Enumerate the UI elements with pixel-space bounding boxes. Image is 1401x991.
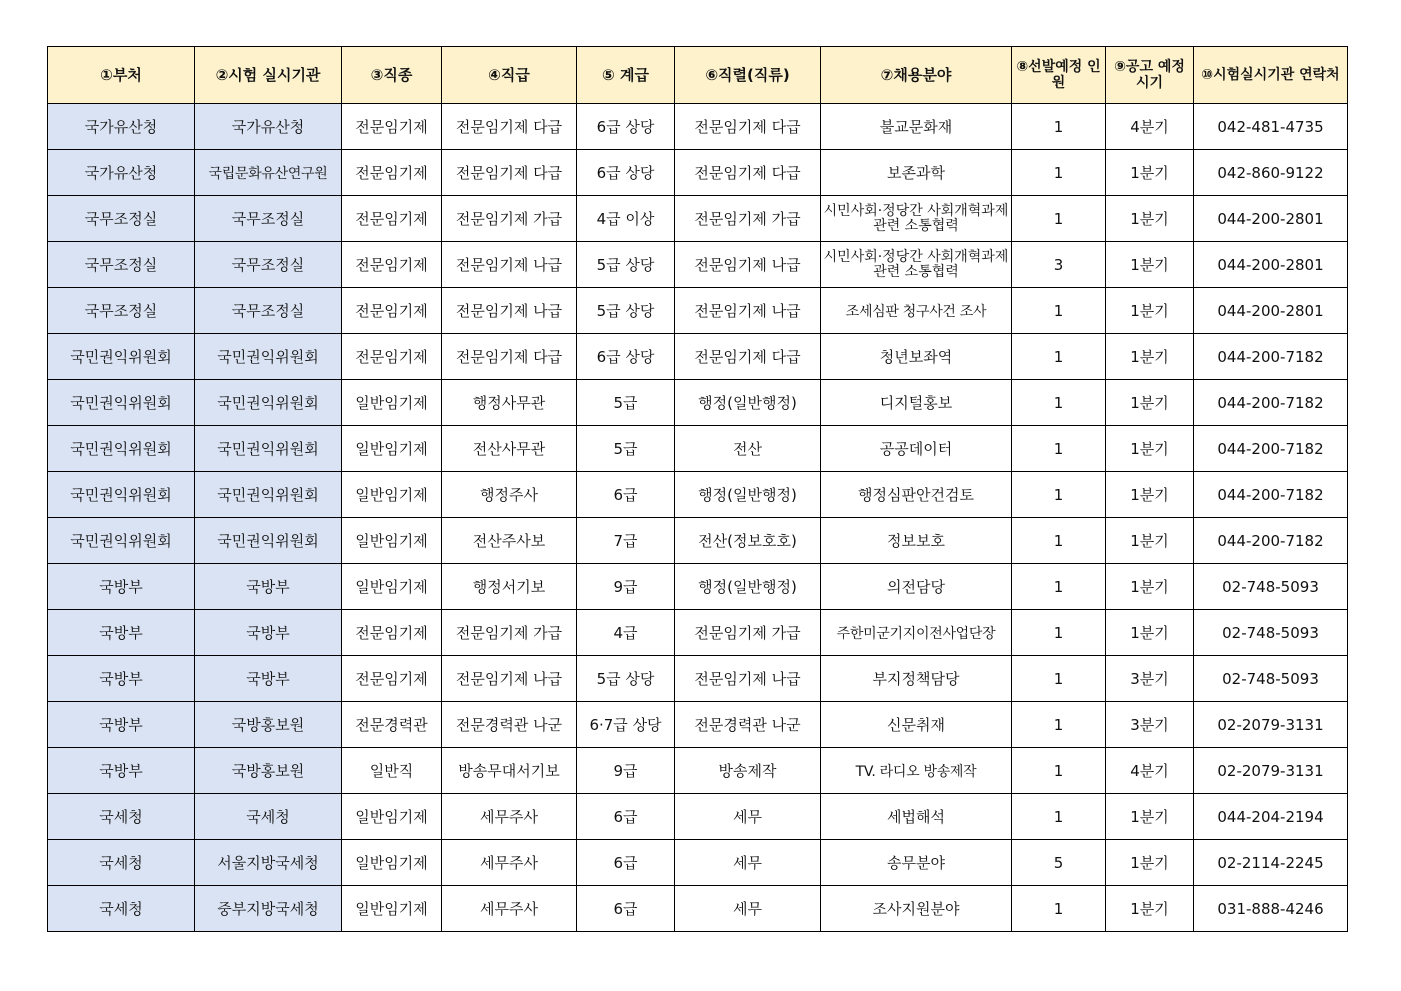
table-row <box>48 610 1348 656</box>
ministry-cell: 국무조정실 <box>48 288 195 334</box>
header-ministry: ①부처 <box>48 47 195 104</box>
planned-count-cell: 1 <box>1012 334 1106 380</box>
job-type-cell: 전문임기제 <box>342 150 442 196</box>
job-type-cell: 일반임기제 <box>342 472 442 518</box>
hiring-field-cell: 신문취재 <box>821 702 1012 748</box>
job-series-cell: 세무 <box>675 840 821 886</box>
job-grade-cell: 행정사무관 <box>442 380 577 426</box>
job-series-cell: 행정(일반행정) <box>675 380 821 426</box>
ministry-cell: 국민권익위원회 <box>48 426 195 472</box>
contact-cell: 044-200-2801 <box>1194 288 1348 334</box>
hiring-field-cell: 시민사회·정당간 사회개혁과제 관련 소통협력 <box>821 196 1012 242</box>
contact-cell: 02-2114-2245 <box>1194 840 1348 886</box>
exam-agency-cell: 국민권익위원회 <box>195 380 342 426</box>
rank-cell: 4급 <box>577 610 675 656</box>
exam-agency-cell: 국세청 <box>195 794 342 840</box>
exam-agency-cell: 국방부 <box>195 564 342 610</box>
job-series-cell: 전문경력관 나군 <box>675 702 821 748</box>
hiring-field-cell: 송무분야 <box>821 840 1012 886</box>
job-type-cell: 일반임기제 <box>342 794 442 840</box>
job-type-cell: 전문임기제 <box>342 196 442 242</box>
ministry-cell: 국민권익위원회 <box>48 518 195 564</box>
hiring-field-cell: 시민사회·정당간 사회개혁과제 관련 소통협력 <box>821 242 1012 288</box>
rank-cell: 6급 상당 <box>577 104 675 150</box>
ministry-cell: 국방부 <box>48 748 195 794</box>
exam-agency-cell: 국방홍보원 <box>195 702 342 748</box>
contact-cell: 042-860-9122 <box>1194 150 1348 196</box>
header-job-type: ③직종 <box>342 47 442 104</box>
notice-period-cell: 1분기 <box>1106 196 1194 242</box>
rank-cell: 6급 <box>577 886 675 932</box>
recruitment-table <box>47 46 1348 932</box>
notice-period-cell: 1분기 <box>1106 288 1194 334</box>
job-grade-cell: 세무주사 <box>442 840 577 886</box>
exam-agency-cell: 국무조정실 <box>195 242 342 288</box>
job-grade-cell: 전문임기제 나급 <box>442 242 577 288</box>
job-type-cell: 전문임기제 <box>342 610 442 656</box>
job-series-cell: 전문임기제 다급 <box>675 150 821 196</box>
ministry-cell: 국민권익위원회 <box>48 380 195 426</box>
hiring-field-cell: 의전담당 <box>821 564 1012 610</box>
job-grade-cell: 전문임기제 가급 <box>442 196 577 242</box>
hiring-field-cell: 조사지원분야 <box>821 886 1012 932</box>
job-type-cell: 일반직 <box>342 748 442 794</box>
table-row <box>48 196 1348 242</box>
hiring-field-cell: 공공데이터 <box>821 426 1012 472</box>
planned-count-cell: 1 <box>1012 518 1106 564</box>
hiring-field-cell: 정보보호 <box>821 518 1012 564</box>
exam-agency-cell: 국민권익위원회 <box>195 518 342 564</box>
hiring-field-cell: 불교문화재 <box>821 104 1012 150</box>
table-row <box>48 518 1348 564</box>
contact-cell: 02-2079-3131 <box>1194 702 1348 748</box>
job-type-cell: 전문경력관 <box>342 702 442 748</box>
notice-period-cell: 4분기 <box>1106 748 1194 794</box>
job-grade-cell: 전문임기제 나급 <box>442 288 577 334</box>
job-type-cell: 일반임기제 <box>342 380 442 426</box>
job-series-cell: 방송제작 <box>675 748 821 794</box>
exam-agency-cell: 국무조정실 <box>195 196 342 242</box>
hiring-field-cell: TV. 라디오 방송제작 <box>821 748 1012 794</box>
rank-cell: 6급 상당 <box>577 334 675 380</box>
exam-agency-cell: 국방부 <box>195 610 342 656</box>
notice-period-cell: 1분기 <box>1106 242 1194 288</box>
contact-cell: 044-200-7182 <box>1194 380 1348 426</box>
exam-agency-cell: 국립문화유산연구원 <box>195 150 342 196</box>
job-grade-cell: 전산사무관 <box>442 426 577 472</box>
exam-agency-cell: 국가유산청 <box>195 104 342 150</box>
table-row <box>48 656 1348 702</box>
job-series-cell: 전문임기제 가급 <box>675 610 821 656</box>
exam-agency-cell: 국방홍보원 <box>195 748 342 794</box>
header-contact: ⑩시험실시기관 연락처 <box>1194 47 1348 104</box>
table-row <box>48 104 1348 150</box>
ministry-cell: 국방부 <box>48 564 195 610</box>
rank-cell: 6급 <box>577 794 675 840</box>
job-grade-cell: 전문임기제 다급 <box>442 150 577 196</box>
job-series-cell: 행정(일반행정) <box>675 564 821 610</box>
planned-count-cell: 1 <box>1012 702 1106 748</box>
job-type-cell: 전문임기제 <box>342 334 442 380</box>
job-grade-cell: 전문임기제 가급 <box>442 610 577 656</box>
job-grade-cell: 세무주사 <box>442 794 577 840</box>
hiring-field-cell: 부지정책담당 <box>821 656 1012 702</box>
table-row <box>48 380 1348 426</box>
job-series-cell: 행정(일반행정) <box>675 472 821 518</box>
header-row <box>48 47 1348 104</box>
notice-period-cell: 1분기 <box>1106 794 1194 840</box>
rank-cell: 6급 <box>577 840 675 886</box>
ministry-cell: 국민권익위원회 <box>48 334 195 380</box>
planned-count-cell: 1 <box>1012 426 1106 472</box>
table-row <box>48 702 1348 748</box>
planned-count-cell: 1 <box>1012 794 1106 840</box>
rank-cell: 5급 <box>577 380 675 426</box>
job-grade-cell: 세무주사 <box>442 886 577 932</box>
contact-cell: 044-200-7182 <box>1194 334 1348 380</box>
job-grade-cell: 방송무대서기보 <box>442 748 577 794</box>
notice-period-cell: 1분기 <box>1106 380 1194 426</box>
table-row <box>48 840 1348 886</box>
table-row <box>48 426 1348 472</box>
planned-count-cell: 1 <box>1012 104 1106 150</box>
hiring-field-cell: 주한미군기지이전사업단장 <box>821 610 1012 656</box>
rank-cell: 6·7급 상당 <box>577 702 675 748</box>
notice-period-cell: 1분기 <box>1106 564 1194 610</box>
ministry-cell: 국세청 <box>48 886 195 932</box>
job-grade-cell: 전산주사보 <box>442 518 577 564</box>
notice-period-cell: 1분기 <box>1106 150 1194 196</box>
notice-period-cell: 1분기 <box>1106 472 1194 518</box>
job-series-cell: 세무 <box>675 794 821 840</box>
exam-agency-cell: 국방부 <box>195 656 342 702</box>
job-series-cell: 전문임기제 나급 <box>675 242 821 288</box>
hiring-field-cell: 보존과학 <box>821 150 1012 196</box>
notice-period-cell: 1분기 <box>1106 886 1194 932</box>
contact-cell: 02-2079-3131 <box>1194 748 1348 794</box>
rank-cell: 6급 상당 <box>577 150 675 196</box>
table-row <box>48 472 1348 518</box>
planned-count-cell: 1 <box>1012 288 1106 334</box>
table-row <box>48 794 1348 840</box>
header-rank: ⑤ 계급 <box>577 47 675 104</box>
ministry-cell: 국민권익위원회 <box>48 472 195 518</box>
header-job-series: ⑥직렬(직류) <box>675 47 821 104</box>
job-series-cell: 전문임기제 다급 <box>675 334 821 380</box>
job-series-cell: 전문임기제 나급 <box>675 288 821 334</box>
header-planned-count: ⑧선발예정 인원 <box>1012 47 1106 104</box>
notice-period-cell: 3분기 <box>1106 656 1194 702</box>
notice-period-cell: 1분기 <box>1106 610 1194 656</box>
exam-agency-cell: 서울지방국세청 <box>195 840 342 886</box>
rank-cell: 6급 <box>577 472 675 518</box>
contact-cell: 044-200-7182 <box>1194 472 1348 518</box>
job-type-cell: 전문임기제 <box>342 656 442 702</box>
ministry-cell: 국무조정실 <box>48 242 195 288</box>
contact-cell: 02-748-5093 <box>1194 564 1348 610</box>
job-series-cell: 세무 <box>675 886 821 932</box>
job-type-cell: 전문임기제 <box>342 104 442 150</box>
header-job-grade: ④직급 <box>442 47 577 104</box>
contact-cell: 02-748-5093 <box>1194 656 1348 702</box>
hiring-field-cell: 디지털홍보 <box>821 380 1012 426</box>
planned-count-cell: 5 <box>1012 840 1106 886</box>
notice-period-cell: 3분기 <box>1106 702 1194 748</box>
planned-count-cell: 1 <box>1012 564 1106 610</box>
contact-cell: 031-888-4246 <box>1194 886 1348 932</box>
rank-cell: 5급 상당 <box>577 242 675 288</box>
job-type-cell: 일반임기제 <box>342 564 442 610</box>
planned-count-cell: 1 <box>1012 472 1106 518</box>
rank-cell: 9급 <box>577 564 675 610</box>
job-type-cell: 일반임기제 <box>342 886 442 932</box>
rank-cell: 9급 <box>577 748 675 794</box>
notice-period-cell: 1분기 <box>1106 518 1194 564</box>
ministry-cell: 국방부 <box>48 702 195 748</box>
contact-cell: 044-200-7182 <box>1194 426 1348 472</box>
header-exam-agency: ②시험 실시기관 <box>195 47 342 104</box>
notice-period-cell: 1분기 <box>1106 426 1194 472</box>
contact-cell: 044-200-7182 <box>1194 518 1348 564</box>
rank-cell: 4급 이상 <box>577 196 675 242</box>
planned-count-cell: 1 <box>1012 656 1106 702</box>
header-hiring-field: ⑦채용분야 <box>821 47 1012 104</box>
job-grade-cell: 전문임기제 다급 <box>442 104 577 150</box>
rank-cell: 5급 <box>577 426 675 472</box>
job-grade-cell: 전문임기제 다급 <box>442 334 577 380</box>
planned-count-cell: 3 <box>1012 242 1106 288</box>
contact-cell: 044-200-2801 <box>1194 242 1348 288</box>
job-grade-cell: 행정서기보 <box>442 564 577 610</box>
header-notice-period: ⑨공고 예정시기 <box>1106 47 1194 104</box>
contact-cell: 02-748-5093 <box>1194 610 1348 656</box>
job-series-cell: 전문임기제 다급 <box>675 104 821 150</box>
ministry-cell: 국세청 <box>48 840 195 886</box>
table-row <box>48 334 1348 380</box>
contact-cell: 044-200-2801 <box>1194 196 1348 242</box>
job-series-cell: 전산(정보호호) <box>675 518 821 564</box>
notice-period-cell: 1분기 <box>1106 334 1194 380</box>
planned-count-cell: 1 <box>1012 196 1106 242</box>
exam-agency-cell: 국민권익위원회 <box>195 334 342 380</box>
planned-count-cell: 1 <box>1012 380 1106 426</box>
table-row <box>48 748 1348 794</box>
rank-cell: 5급 상당 <box>577 288 675 334</box>
job-series-cell: 전산 <box>675 426 821 472</box>
table-row <box>48 886 1348 932</box>
ministry-cell: 국방부 <box>48 656 195 702</box>
hiring-field-cell: 세법해석 <box>821 794 1012 840</box>
ministry-cell: 국가유산청 <box>48 150 195 196</box>
ministry-cell: 국가유산청 <box>48 104 195 150</box>
contact-cell: 044-204-2194 <box>1194 794 1348 840</box>
table-row <box>48 150 1348 196</box>
job-type-cell: 일반임기제 <box>342 840 442 886</box>
contact-cell: 042-481-4735 <box>1194 104 1348 150</box>
job-grade-cell: 전문경력관 나군 <box>442 702 577 748</box>
table-row <box>48 288 1348 334</box>
hiring-field-cell: 행정심판안건검토 <box>821 472 1012 518</box>
job-grade-cell: 행정주사 <box>442 472 577 518</box>
ministry-cell: 국방부 <box>48 610 195 656</box>
exam-agency-cell: 국무조정실 <box>195 288 342 334</box>
job-series-cell: 전문임기제 나급 <box>675 656 821 702</box>
planned-count-cell: 1 <box>1012 610 1106 656</box>
job-type-cell: 전문임기제 <box>342 242 442 288</box>
job-type-cell: 일반임기제 <box>342 518 442 564</box>
exam-agency-cell: 국민권익위원회 <box>195 426 342 472</box>
exam-agency-cell: 중부지방국세청 <box>195 886 342 932</box>
job-grade-cell: 전문임기제 나급 <box>442 656 577 702</box>
hiring-field-cell: 청년보좌역 <box>821 334 1012 380</box>
job-series-cell: 전문임기제 가급 <box>675 196 821 242</box>
ministry-cell: 국세청 <box>48 794 195 840</box>
exam-agency-cell: 국민권익위원회 <box>195 472 342 518</box>
job-type-cell: 전문임기제 <box>342 288 442 334</box>
notice-period-cell: 1분기 <box>1106 840 1194 886</box>
rank-cell: 7급 <box>577 518 675 564</box>
planned-count-cell: 1 <box>1012 886 1106 932</box>
planned-count-cell: 1 <box>1012 748 1106 794</box>
job-type-cell: 일반임기제 <box>342 426 442 472</box>
ministry-cell: 국무조정실 <box>48 196 195 242</box>
table-row <box>48 242 1348 288</box>
table-row <box>48 564 1348 610</box>
planned-count-cell: 1 <box>1012 150 1106 196</box>
table-body <box>48 104 1348 932</box>
rank-cell: 5급 상당 <box>577 656 675 702</box>
hiring-field-cell: 조세심판 청구사건 조사 <box>821 288 1012 334</box>
notice-period-cell: 4분기 <box>1106 104 1194 150</box>
